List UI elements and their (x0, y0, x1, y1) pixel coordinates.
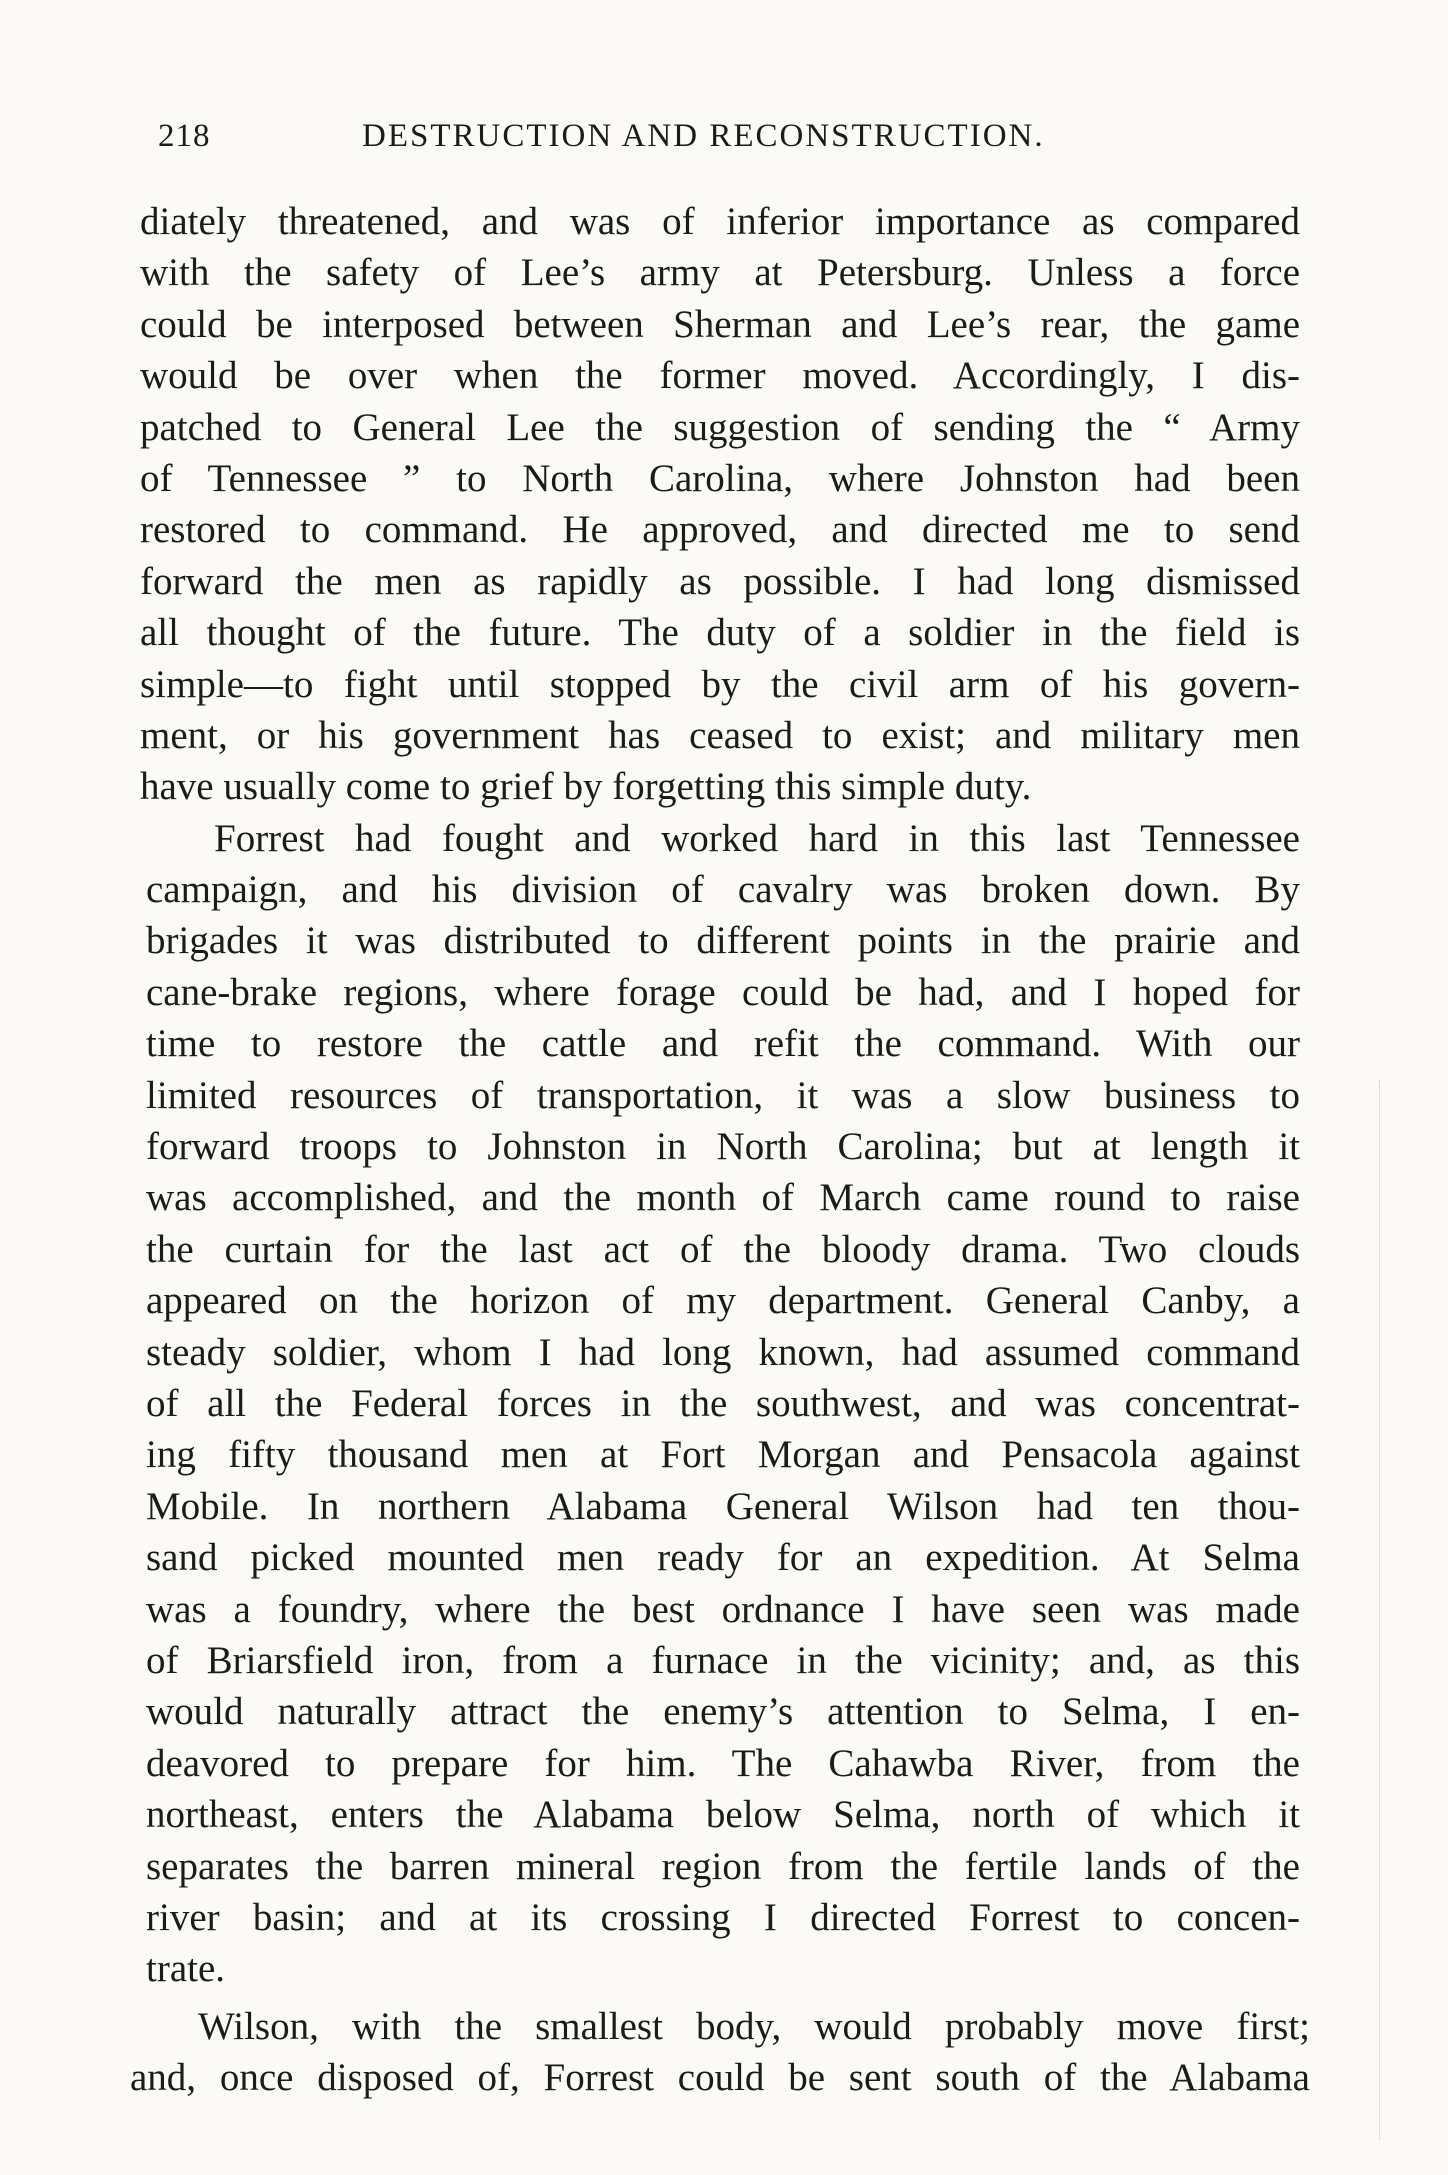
text-line: deavored to prepare for him. The Cahawba River, from the (146, 1741, 1300, 1785)
text-line: all thought of the future. The duty of a soldier in the field is (140, 611, 1300, 655)
text-line: steady soldier, whom I had long known, had assumed command (146, 1330, 1300, 1374)
text-line: forward the men as rapidly as possible. I had long dismissed (140, 559, 1300, 603)
paragraph-2 (146, 813, 1300, 1995)
running-head (150, 118, 1310, 162)
text-line: river basin; and at its crossing I directed Forrest to concen- (146, 1895, 1300, 1939)
text-line: would naturally attract the enemy’s attention to Selma, I en- (146, 1690, 1300, 1734)
text-line: Forrest had fought and worked hard in this last Tennessee (214, 816, 1300, 860)
text-line: campaign, and his division of cavalry was broken down. By (146, 868, 1300, 912)
text-line: simple—to fight until stopped by the civil arm of his govern- (140, 662, 1300, 706)
paragraph-1 (140, 196, 1300, 813)
text-line: restored to command. He approved, and directed me to send (140, 508, 1300, 552)
text-line: Mobile. In northern Alabama General Wilson had ten thou- (146, 1484, 1300, 1528)
text-line: ment, or his government has ceased to exist; and military men (140, 713, 1300, 757)
text-line: could be interposed between Sherman and Lee’s rear, the game (140, 302, 1300, 346)
text-line: limited resources of transportation, it was a slow business to (146, 1073, 1300, 1117)
text-line: brigades it was distributed to different points in the prairie and (146, 919, 1300, 963)
text-line: the curtain for the last act of the bloody drama. Two clouds (146, 1227, 1300, 1271)
text-line: northeast, enters the Alabama below Selma, north of which it (146, 1793, 1300, 1837)
text-line: would be over when the former moved. Accordingly, I dis- (140, 354, 1300, 398)
text-line: patched to General Lee the suggestion of sending the “ Army (140, 405, 1300, 449)
text-line: was accomplished, and the month of March came round to raise (146, 1176, 1300, 1220)
text-line: have usually come to grief by forgetting this simple duty. (140, 765, 1032, 809)
text-line: trate. (146, 1947, 226, 1991)
text-line: cane-brake regions, where forage could be had, and I hoped for (146, 970, 1300, 1014)
text-line: appeared on the horizon of my department. General Canby, a (146, 1279, 1300, 1323)
text-line: and, once disposed of, Forrest could be sent south of the Alabama (130, 2056, 1310, 2100)
text-line: separates the barren mineral region from the fertile lands of the (146, 1844, 1300, 1888)
text-line: diately threatened, and was of inferior importance as compared (140, 200, 1300, 243)
text-line: sand picked mounted men ready for an expedition. At Selma (146, 1536, 1300, 1580)
text-line: of Tennessee ” to North Carolina, where Johnston had been (140, 456, 1300, 500)
running-head-title: DESTRUCTION AND RECONSTRUCTION. (362, 118, 1045, 154)
text-line: of all the Federal forces in the southwest, and was concentrat- (146, 1381, 1300, 1425)
text-line: ing fifty thousand men at Fort Morgan and Pensacola against (146, 1433, 1300, 1477)
text-line: Wilson, with the smallest body, would probably move first; (198, 2004, 1310, 2048)
page-number: 218 (158, 118, 211, 154)
paragraph-3 (130, 2001, 1310, 2104)
page-edge-shadow (1377, 1080, 1380, 2140)
text-line: of Briarsfield iron, from a furnace in the vicinity; and, as this (146, 1638, 1300, 1682)
body-text (130, 196, 1310, 2103)
text-line: with the safety of Lee’s army at Petersburg. Unless a force (140, 251, 1300, 295)
text-line: was a foundry, where the best ordnance I have seen was made (146, 1587, 1300, 1631)
text-line: time to restore the cattle and refit the command. With our (146, 1022, 1300, 1066)
text-line: forward troops to Johnston in North Carolina; but at length it (146, 1125, 1300, 1169)
